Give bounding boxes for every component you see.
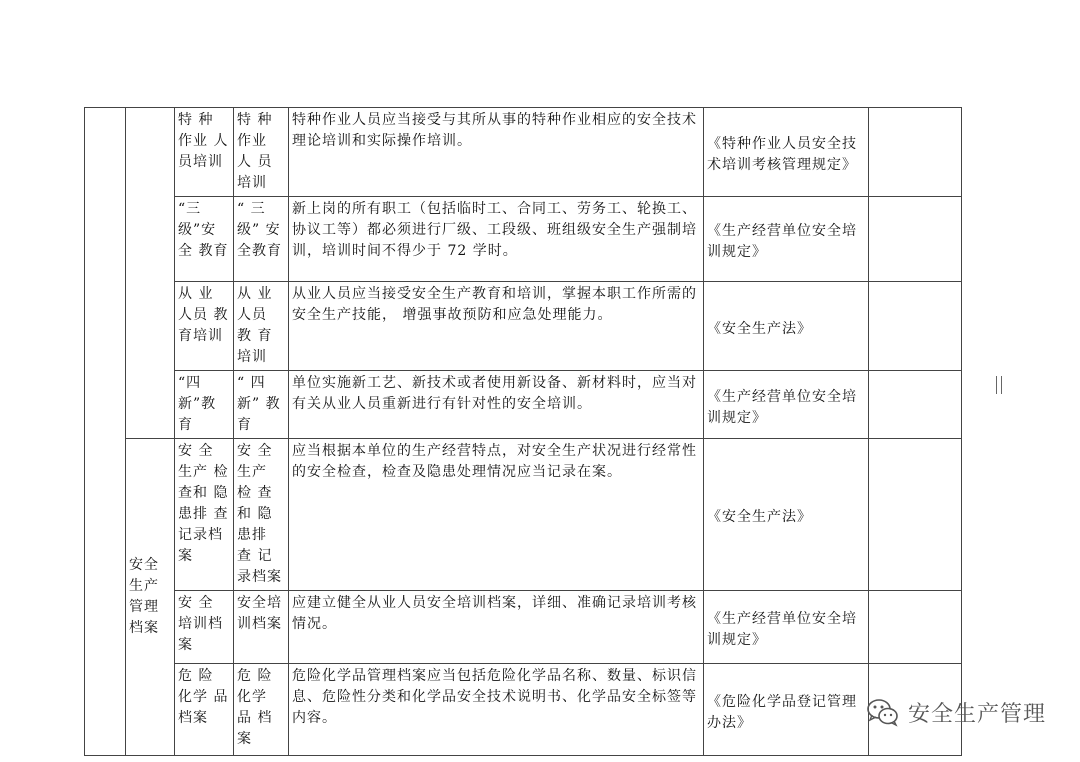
regulation-table xyxy=(84,107,962,756)
remarks-cell xyxy=(869,371,962,439)
brand-watermark xyxy=(866,697,1046,728)
remarks-cell xyxy=(869,197,962,282)
brand-name: 安全生产管理 xyxy=(907,702,1046,727)
remarks-cell xyxy=(869,282,962,371)
table-row xyxy=(85,282,962,371)
category-cell: 安全生产管理档案 xyxy=(126,439,175,756)
sub-item-cell: 从 业 人员 教 育培训 xyxy=(234,282,289,371)
remarks-cell xyxy=(869,591,962,664)
item-cell: 安 全 生产 检 查和 隐 患排 查 记录档案 xyxy=(175,439,234,591)
table-row xyxy=(85,591,962,664)
index-cell xyxy=(85,108,126,756)
item-cell: 安 全 培训档案 xyxy=(175,591,234,664)
sub-item-cell: 安全培训档案 xyxy=(234,591,289,664)
requirement-cell: 从业人员应当接受安全生产教育和培训，掌握本职工作所需的安全生产技能， 增强事故预防和应急处理能力。 xyxy=(289,282,704,371)
basis-cell: 《生产经营单位安全培训规定》 xyxy=(704,197,869,282)
table-row xyxy=(85,197,962,282)
requirement-cell: 应当根据本单位的生产经营特点，对安全生产状况进行经常性的安全检查，检查及隐患处理情况应当记录在案。 xyxy=(289,439,704,591)
requirement-cell: 应建立健全从业人员安全培训档案，详细、准确记录培训考核情况。 xyxy=(289,591,704,664)
item-cell: 从 业 人员 教 育培训 xyxy=(175,282,234,371)
remarks-cell xyxy=(869,439,962,591)
item-cell: “三级”安 全 教育 xyxy=(175,197,234,282)
basis-cell: 《危险化学品登记管理办法》 xyxy=(704,664,869,756)
remarks-cell xyxy=(869,108,962,197)
basis-cell: 《安全生产法》 xyxy=(704,439,869,591)
sub-item-cell: “ 四新” 教育 xyxy=(234,371,289,439)
table-row xyxy=(85,371,962,439)
requirement-cell: 特种作业人员应当接受与其所从事的特种作业相应的安全技术理论培训和实际操作培训。 xyxy=(289,108,704,197)
table-row xyxy=(85,664,962,756)
table-row xyxy=(85,439,962,591)
sub-item-cell: 安 全 生产 检 查和 隐 患排 查 记录档案 xyxy=(234,439,289,591)
category-cell xyxy=(126,108,175,439)
sub-item-cell: 危 险 化学 品 档案 xyxy=(234,664,289,756)
regulation-table-wrapper xyxy=(84,107,961,756)
margin-mark xyxy=(996,376,1002,394)
requirement-cell: 危险化学品管理档案应当包括危险化学品名称、数量、标识信息、危险性分类和化学品安全技术说明书、化学品安全标签等内容。 xyxy=(289,664,704,756)
sub-item-cell: “ 三级” 安全教育 xyxy=(234,197,289,282)
basis-cell: 《安全生产法》 xyxy=(704,282,869,371)
item-cell: 特 种 作业 人 员培训 xyxy=(175,108,234,197)
item-cell: “四新”教育 xyxy=(175,371,234,439)
item-cell: 危 险 化学 品 档案 xyxy=(175,664,234,756)
requirement-cell: 单位实施新工艺、新技术或者使用新设备、新材料时，应当对有关从业人员重新进行有针对性的安全培训。 xyxy=(289,371,704,439)
requirement-cell: 新上岗的所有职工（包括临时工、合同工、劳务工、轮换工、协议工等）都必须进行厂级、工段级、班组级安全生产强制培训，培训时间不得少于 72 学时。 xyxy=(289,197,704,282)
table-row xyxy=(85,108,962,197)
basis-cell: 《生产经营单位安全培训规定》 xyxy=(704,591,869,664)
wechat-icon xyxy=(866,698,900,728)
sub-item-cell: 特 种 作业 人 员培训 xyxy=(234,108,289,197)
basis-cell: 《生产经营单位安全培训规定》 xyxy=(704,371,869,439)
basis-cell: 《特种作业人员安全技术培训考核管理规定》 xyxy=(704,108,869,197)
